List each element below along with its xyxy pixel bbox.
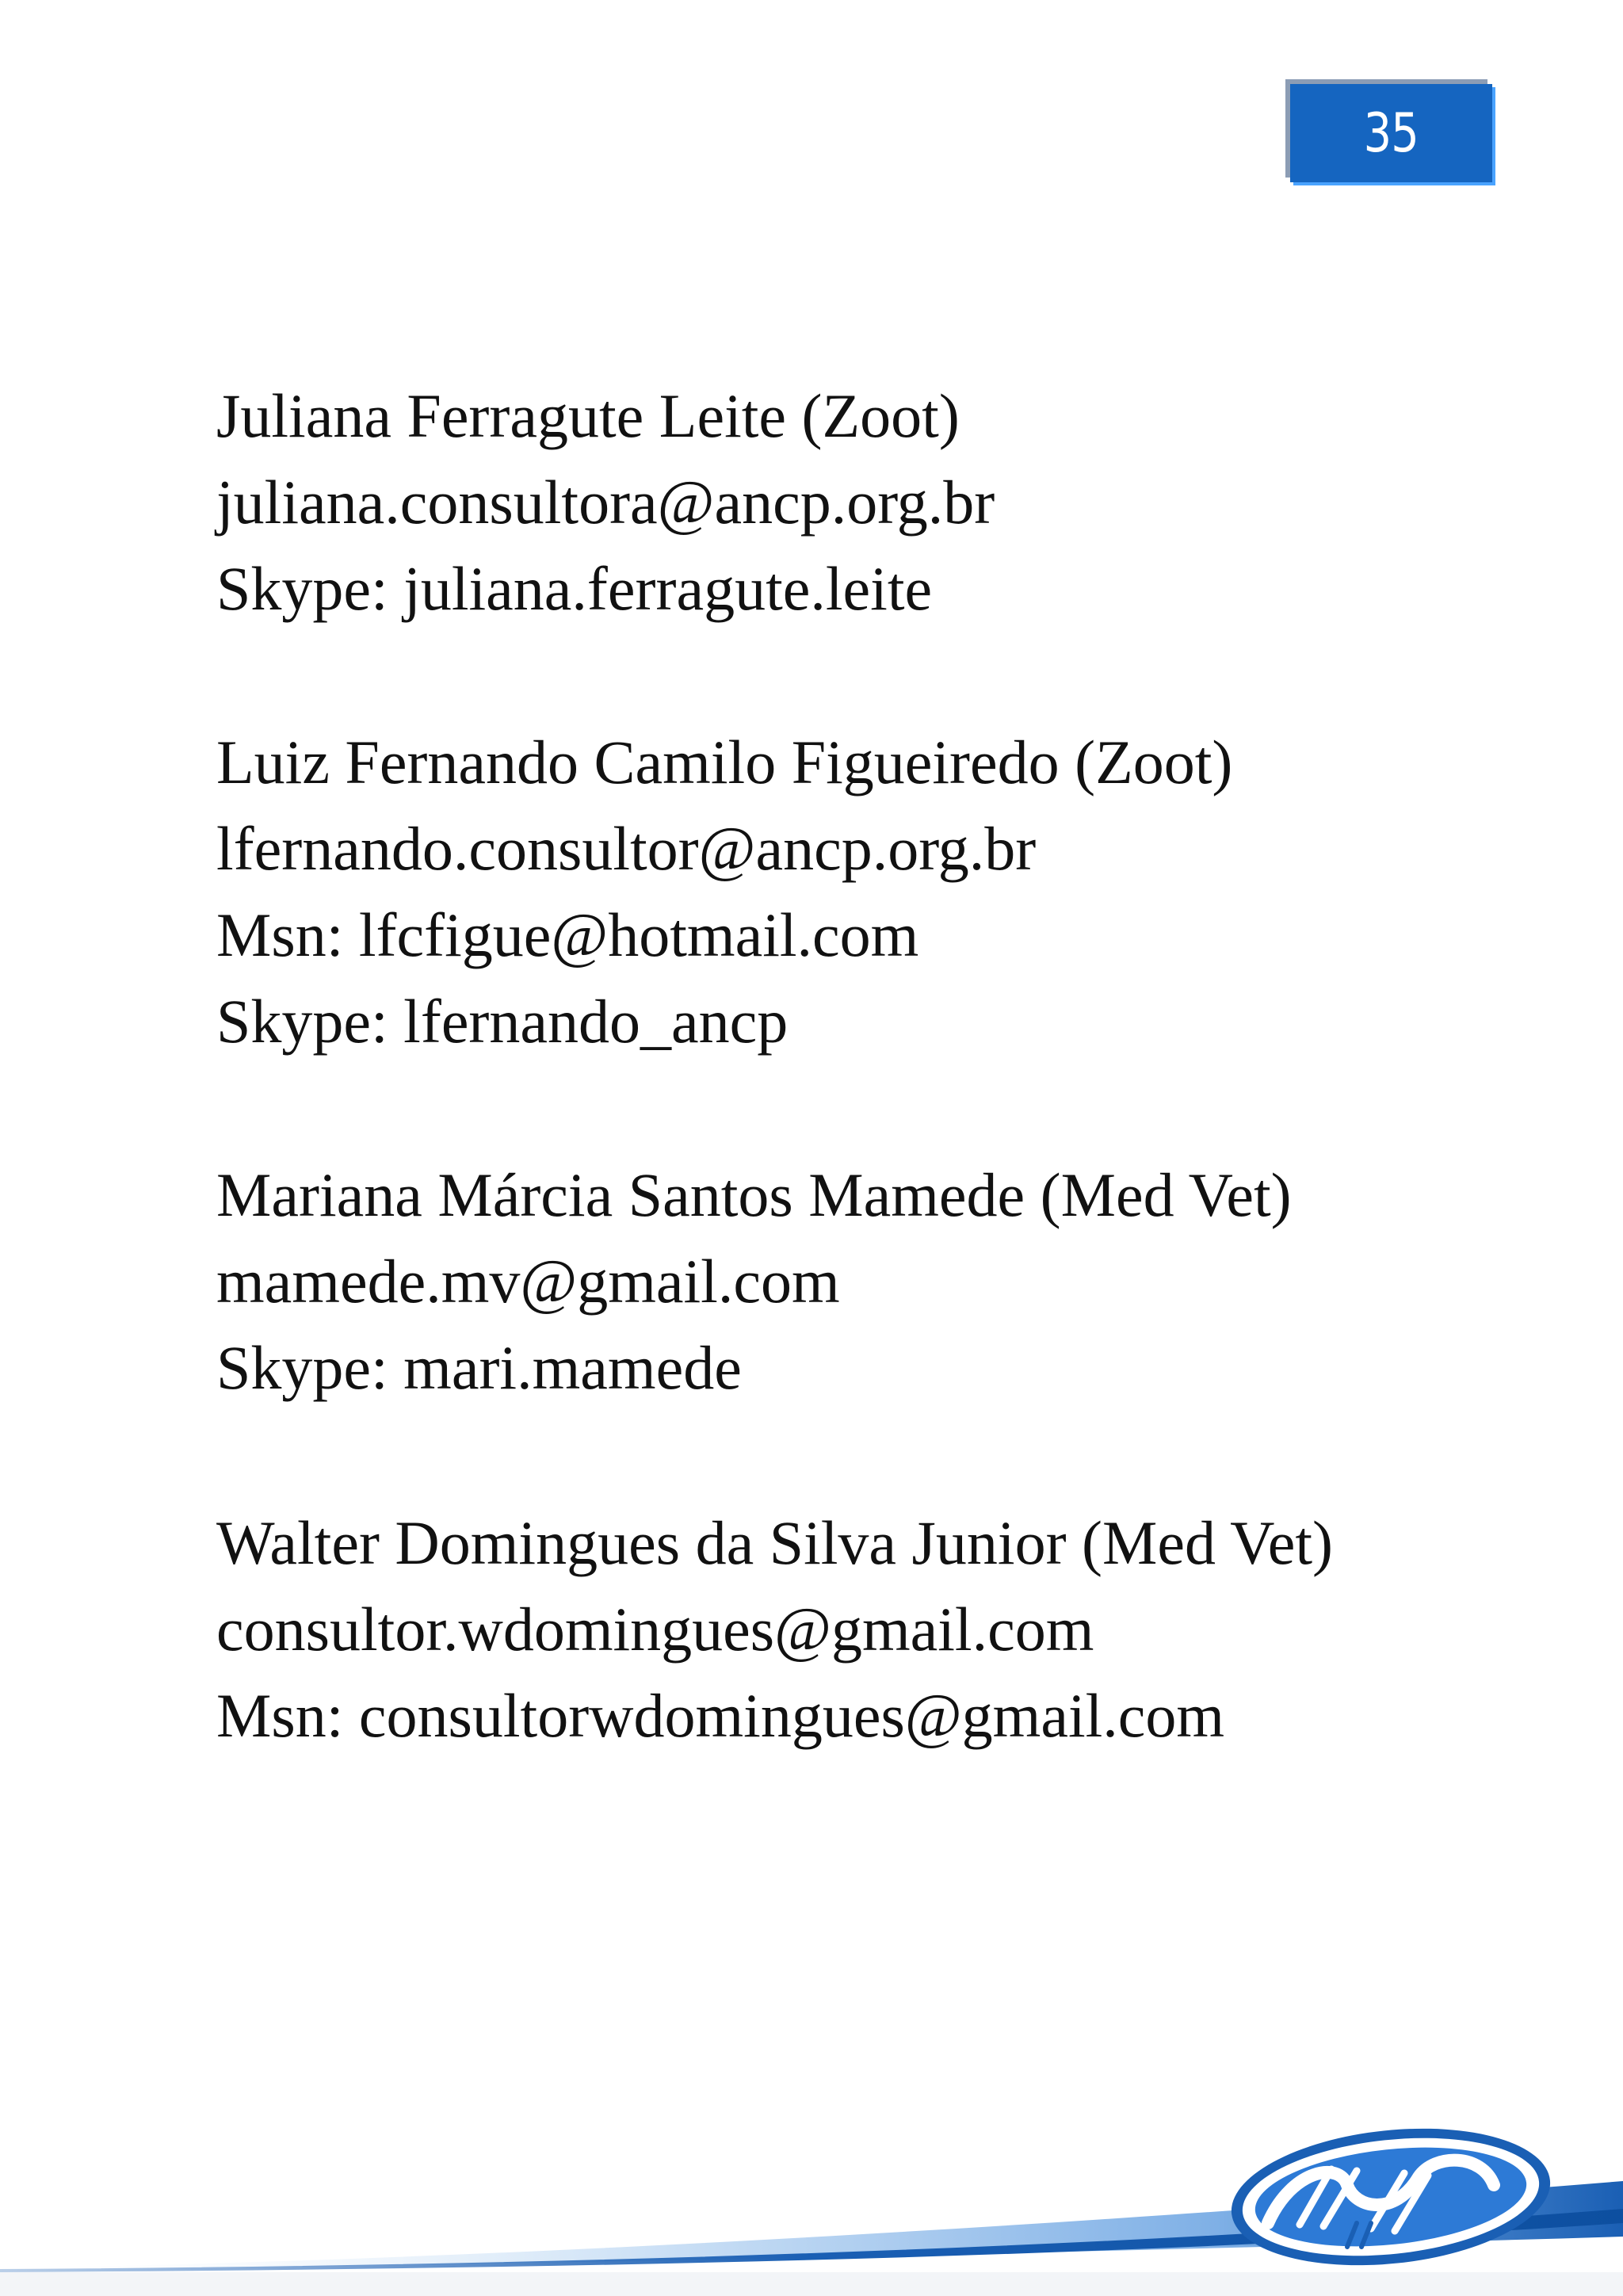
contact-msn: Msn: consultorwdomingues@gmail.com <box>216 1681 1225 1750</box>
contact-email: consultor.wdomingues@gmail.com <box>216 1595 1094 1664</box>
contact-name: Mariana Márcia Santos Mamede (Med Vet) <box>216 1160 1292 1229</box>
contact-entry <box>216 1152 1564 1411</box>
contact-name: Walter Domingues da Silva Junior (Med Vet) <box>216 1508 1334 1577</box>
contact-list <box>216 372 1564 1846</box>
page-number-badge <box>1290 84 1492 182</box>
footer-swoosh <box>0 2090 1623 2296</box>
contact-msn: Msn: lfcfigue@hotmail.com <box>216 900 919 969</box>
ancp-logo-icon <box>1224 2114 1556 2279</box>
contact-email: juliana.consultora@ancp.org.br <box>216 468 995 537</box>
contact-email: lfernando.consultor@ancp.org.br <box>216 814 1037 883</box>
contact-entry <box>216 1499 1564 1759</box>
contact-skype: Skype: mari.mamede <box>216 1333 742 1402</box>
contact-entry <box>216 719 1564 1064</box>
contact-name: Luiz Fernando Camilo Figueiredo (Zoot) <box>216 728 1233 797</box>
page-number: 35 <box>1363 101 1419 165</box>
contact-name: Juliana Ferragute Leite (Zoot) <box>216 381 960 450</box>
contact-entry <box>216 372 1564 632</box>
contact-skype: Skype: lfernando_ancp <box>216 987 789 1056</box>
contact-skype: Skype: juliana.ferragute.leite <box>216 554 933 623</box>
contact-email: mamede.mv@gmail.com <box>216 1247 840 1316</box>
